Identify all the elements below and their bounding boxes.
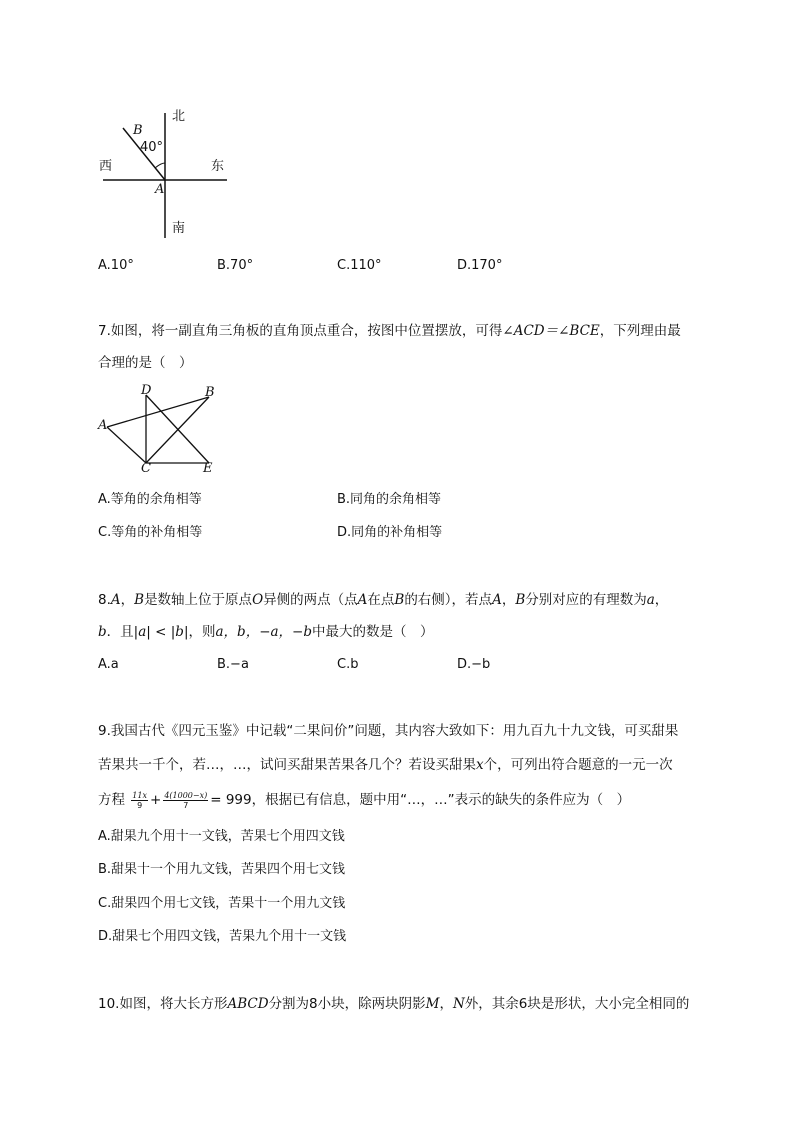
label-angle: 40° (140, 140, 164, 155)
q9-equals: = 999 (210, 792, 252, 808)
q9-text: ，根据已有信息，题中用“…，…”表示的缺失的条件应为（ ） (251, 792, 631, 808)
q10-text: 10.如图，将大长方形 (98, 996, 228, 1012)
q8-option-d: D.−b (457, 657, 491, 672)
q8-math: a，b，−a，−b (215, 624, 313, 640)
q8-text: ．且| (106, 624, 139, 640)
label-b: B (133, 123, 143, 138)
q8-text: |，则 (183, 624, 216, 640)
fraction-11x-over-9 (131, 791, 148, 810)
q8-var: B (515, 592, 526, 608)
q8-text: ， (654, 592, 669, 608)
angle-arc (155, 163, 165, 168)
q7-text: 7.如图，将一副直角三角板的直角顶点重合，按图中位置摆放，可得 (98, 323, 503, 339)
q8-option-b: B.−a (217, 657, 249, 672)
q8-text: ， (501, 592, 516, 608)
q8-var: O (252, 592, 264, 608)
q7-stem-line1 (98, 322, 681, 340)
compass-diagram (95, 108, 235, 243)
q7-option-b: B.同角的余角相等 (337, 492, 442, 507)
q10-text: 外，其余6块是形状，大小完全相同的 (464, 996, 690, 1012)
q9-option-c: C.甜果四个用七文钱，苦果十一个用九文钱 (98, 896, 346, 911)
q10-text: ， (439, 996, 453, 1012)
q8-var: a (138, 624, 147, 640)
q9-text: 个，可列出符合题意的一元一次 (483, 757, 673, 773)
q8-var: B (394, 592, 405, 608)
q8-option-c: C.b (337, 657, 359, 672)
fraction-numerator: 11x (132, 790, 147, 800)
q8-text: 中最大的数是（ ） (312, 624, 434, 640)
fraction-denominator: 9 (137, 800, 143, 810)
q6-option-d: D.170° (457, 258, 503, 273)
q8-text: 在点 (367, 592, 395, 608)
q7-option-a: A.等角的余角相等 (98, 492, 202, 507)
label-east: 东 (211, 159, 225, 174)
q9-stem-line2 (98, 756, 673, 774)
q8-text: 异侧的两点（点 (263, 592, 358, 608)
q7-math: ∠ACD＝∠BCE (502, 323, 600, 339)
label-west: 西 (99, 159, 113, 174)
fraction-denominator: 7 (183, 800, 189, 810)
q8-text: 8. (98, 592, 111, 608)
label-a: A (155, 182, 165, 197)
q6-option-b: B.70° (217, 258, 254, 273)
q7-option-d: D.同角的补角相等 (337, 525, 443, 540)
q8-var: A (110, 592, 121, 608)
q9-option-b: B.甜果十一个用九文钱，苦果四个用七文钱 (98, 862, 346, 877)
q8-var: a (646, 592, 655, 608)
q8-text: 分别对应的有理数为 (525, 592, 647, 608)
label-north: 北 (172, 109, 186, 124)
q8-stem-line1 (98, 591, 668, 609)
q9-text: 方程 (98, 792, 125, 808)
q6-option-c: C.110° (337, 258, 382, 273)
q7-stem-line2: 合理的是（ ） (98, 355, 193, 371)
label-c: C (141, 461, 151, 476)
label-a: A (98, 418, 108, 433)
q8-text: ， (120, 592, 135, 608)
q8-var: A (357, 592, 368, 608)
q8-stem-line2 (98, 623, 434, 641)
q7-option-c: C.等角的补角相等 (98, 525, 203, 540)
q9-stem-line3 (98, 789, 630, 811)
segment-ac (107, 427, 146, 463)
label-b: B (205, 385, 215, 400)
fraction-4-1000-x-over-7 (163, 791, 208, 810)
q9-option-d: D.甜果七个用四文钱，苦果九个用十一文钱 (98, 929, 347, 944)
label-e: E (203, 461, 213, 476)
q8-option-a: A.a (98, 657, 119, 672)
q8-var: b (98, 624, 107, 640)
label-south: 南 (172, 221, 186, 236)
q10-var: M (425, 996, 440, 1012)
q9-plus: + (150, 792, 162, 808)
q8-text: 的右侧），若点 (404, 592, 493, 608)
q10-text: 分割为8小块，除两块阴影 (268, 996, 426, 1012)
q8-var: b (175, 624, 184, 640)
q9-option-a: A.甜果九个用十一文钱，苦果七个用四文钱 (98, 829, 345, 844)
fraction-numerator: 4(1000−x) (164, 790, 208, 800)
q8-var: A (492, 592, 502, 608)
q10-var: ABCD (227, 996, 269, 1012)
q9-text: 苦果共一千个，若…，…，试问买甜果苦果各几个？若设买甜果 (98, 757, 476, 773)
q7-text-end: ，下列理由最 (599, 323, 681, 339)
q10-var: N (452, 996, 465, 1012)
q9-var: x (476, 757, 484, 773)
q8-text: | < | (146, 624, 176, 640)
q8-text: 是数轴上位于原点 (144, 592, 253, 608)
q6-option-a: A.10° (98, 258, 134, 273)
q8-var: B (134, 592, 145, 608)
q10-stem-line1 (98, 995, 689, 1013)
q9-stem-line1: 9.我国古代《四元玉鉴》中记载“二果问价”问题，其内容大致如下：用九百九十九文钱，可买甜果 (98, 723, 679, 739)
label-d: D (141, 383, 152, 398)
segment-ab (107, 397, 209, 427)
